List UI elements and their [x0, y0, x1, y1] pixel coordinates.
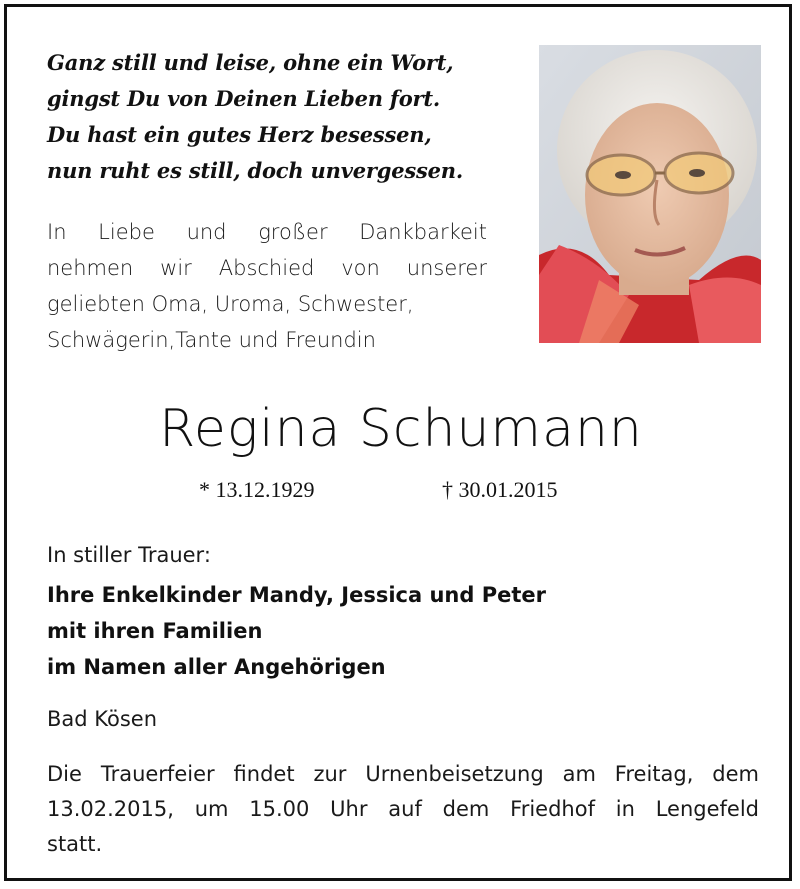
- intro-line: nehmen wir Abschied von unserer: [47, 256, 487, 280]
- funeral-line: statt.: [47, 832, 103, 856]
- deceased-name: Regina Schumann: [159, 399, 643, 459]
- intro-line: geliebten Oma, Uroma, Schwester,: [47, 292, 414, 316]
- mourners-list: [47, 577, 546, 685]
- verse-line: gingst Du von Deinen Lieben fort.: [47, 86, 441, 111]
- funeral-notice: [47, 757, 759, 862]
- birth-date: * 13.12.1929: [199, 477, 315, 502]
- verse-line: Du hast ein gutes Herz besessen,: [47, 122, 432, 147]
- intro-line: Schwägerin,Tante und Freundin: [47, 328, 376, 352]
- mourner-line: mit ihren Familien: [47, 619, 263, 643]
- mourner-line: Ihre Enkelkinder Mandy, Jessica und Peter: [47, 583, 546, 607]
- mourner-line: im Namen aller Angehörigen: [47, 655, 386, 679]
- funeral-line: Die Trauerfeier findet zur Urnenbeisetzung am Freitag, dem: [47, 762, 759, 786]
- death-date: † 30.01.2015: [442, 477, 558, 502]
- farewell-intro: [47, 214, 487, 358]
- obituary-card: [4, 4, 792, 881]
- portrait-photo: [539, 45, 761, 343]
- intro-line: In Liebe und großer Dankbarkeit: [47, 220, 487, 244]
- mourners-label: In stiller Trauer:: [47, 543, 211, 567]
- funeral-line: 13.02.2015, um 15.00 Uhr auf dem Friedhof in Lengefeld: [47, 797, 759, 821]
- memorial-verse: [47, 45, 507, 189]
- verse-line: Ganz still und leise, ohne ein Wort,: [47, 50, 454, 75]
- verse-line: nun ruht es still, doch unvergessen.: [47, 158, 463, 183]
- place-name: Bad Kösen: [47, 707, 158, 731]
